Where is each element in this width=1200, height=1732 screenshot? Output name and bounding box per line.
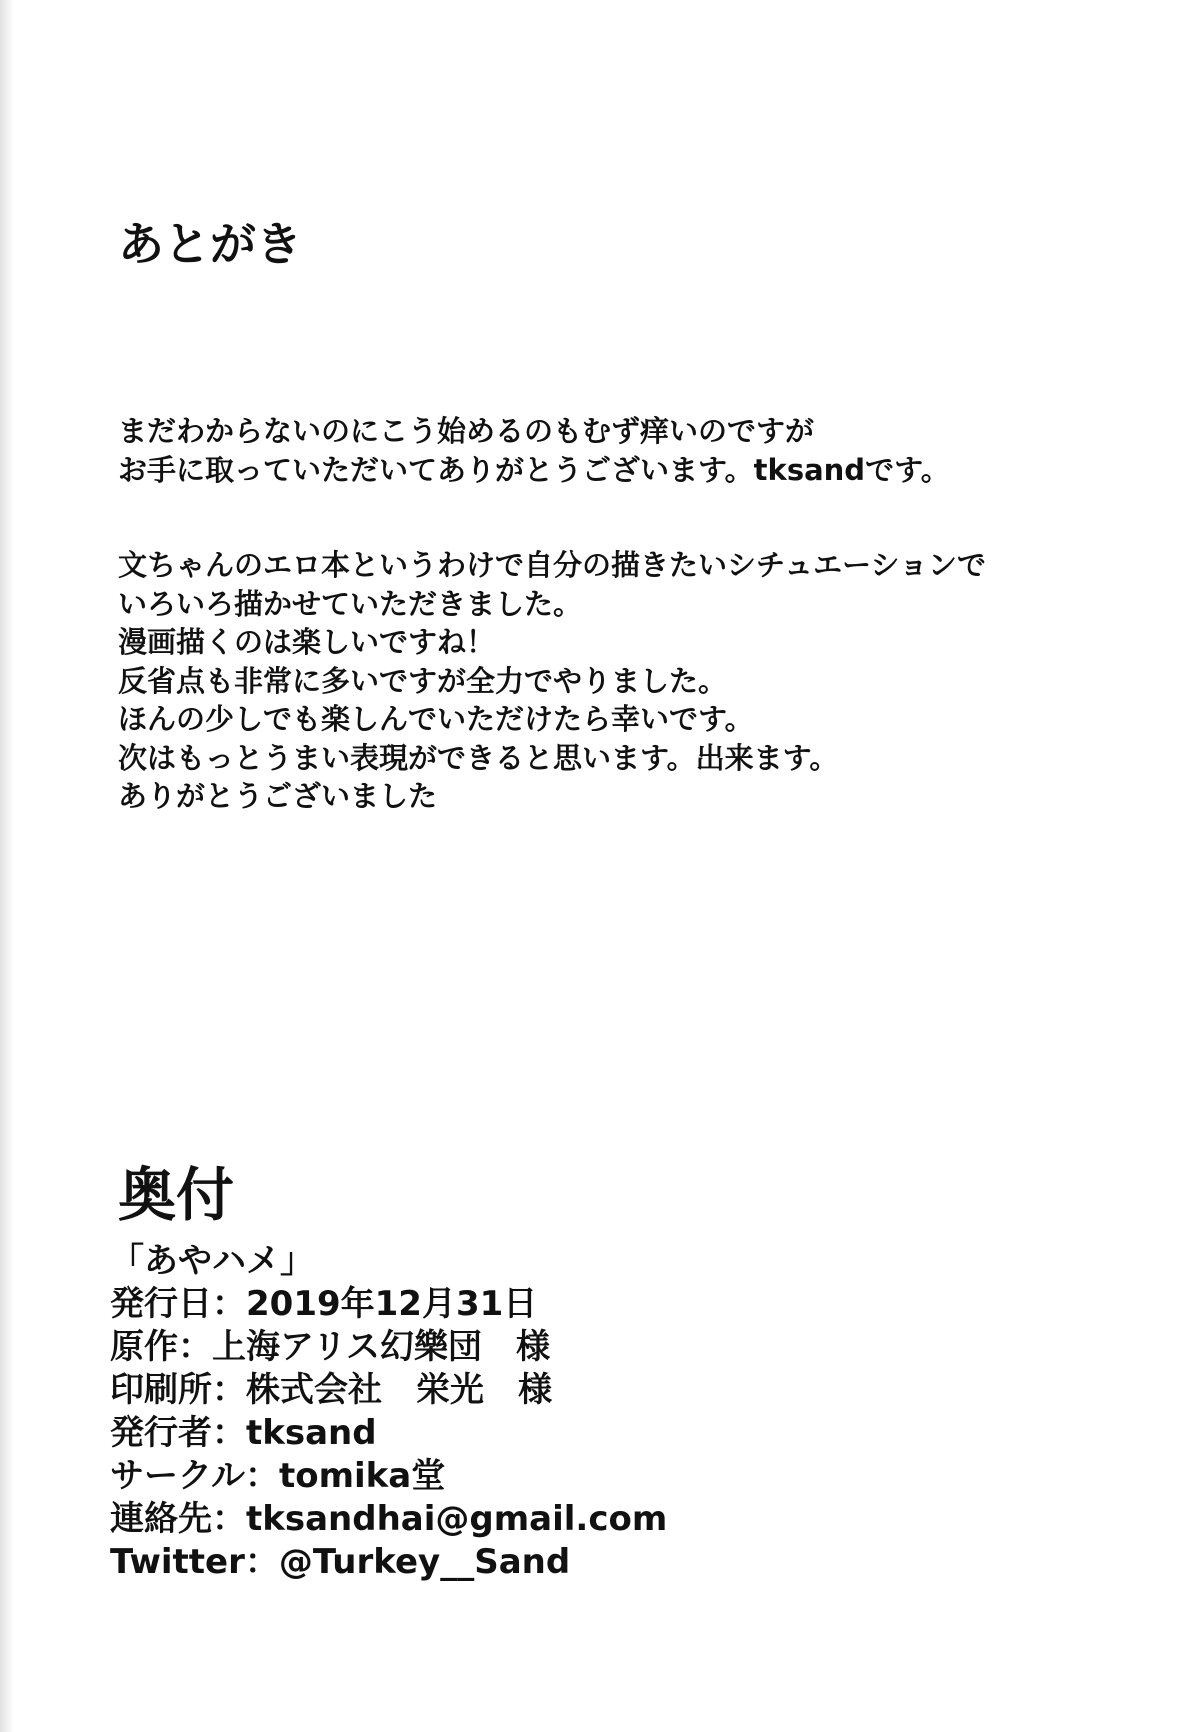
colophon-list bbox=[110, 1240, 667, 1584]
colophon-issue-date: 発行日：2019年12月31日 bbox=[110, 1284, 538, 1324]
afterword-line: ほんの少しでも楽しんでいただけたら幸いです。 bbox=[118, 702, 754, 736]
afterword-line: 漫画描くのは楽しいですね！ bbox=[118, 625, 496, 659]
colophon-heading: 奥付 bbox=[118, 1161, 235, 1229]
colophon-book-title: 「あやハメ」 bbox=[110, 1241, 314, 1281]
afterword-line: いろいろ描かせていただきました。 bbox=[118, 586, 583, 621]
paragraph-gap bbox=[118, 489, 1118, 546]
colophon-printer: 印刷所：株式会社 栄光 様 bbox=[110, 1370, 552, 1410]
afterword-body bbox=[118, 412, 1118, 816]
afterword-line: まだわからないのにこう始めるのもむず痒いのですが bbox=[118, 414, 815, 448]
afterword-line: 次はもっとうまい表現ができると思います。出来ます。 bbox=[118, 740, 839, 775]
colophon-circle: サークル：tomika堂 bbox=[110, 1456, 446, 1496]
afterword-heading: あとがき bbox=[118, 217, 302, 271]
colophon-publisher: 発行者：tksand bbox=[110, 1413, 377, 1453]
afterword-line: ありがとうございました bbox=[118, 779, 438, 813]
afterword-line: お手に取っていただいてありがとうございます。tksandです。 bbox=[118, 452, 950, 487]
scan-edge-shadow bbox=[0, 0, 14, 1732]
colophon-contact: 連絡先：tksandhai@gmail.com bbox=[110, 1499, 668, 1539]
afterword-line: 文ちゃんのエロ本というわけで自分の描きたいシチュエーションで bbox=[118, 548, 986, 582]
colophon-original-work: 原作：上海アリス幻樂団 様 bbox=[110, 1327, 550, 1367]
afterword-line: 反省点も非常に多いですが全力でやりました。 bbox=[118, 663, 728, 698]
colophon-twitter: Twitter：@Turkey__Sand bbox=[110, 1542, 571, 1582]
